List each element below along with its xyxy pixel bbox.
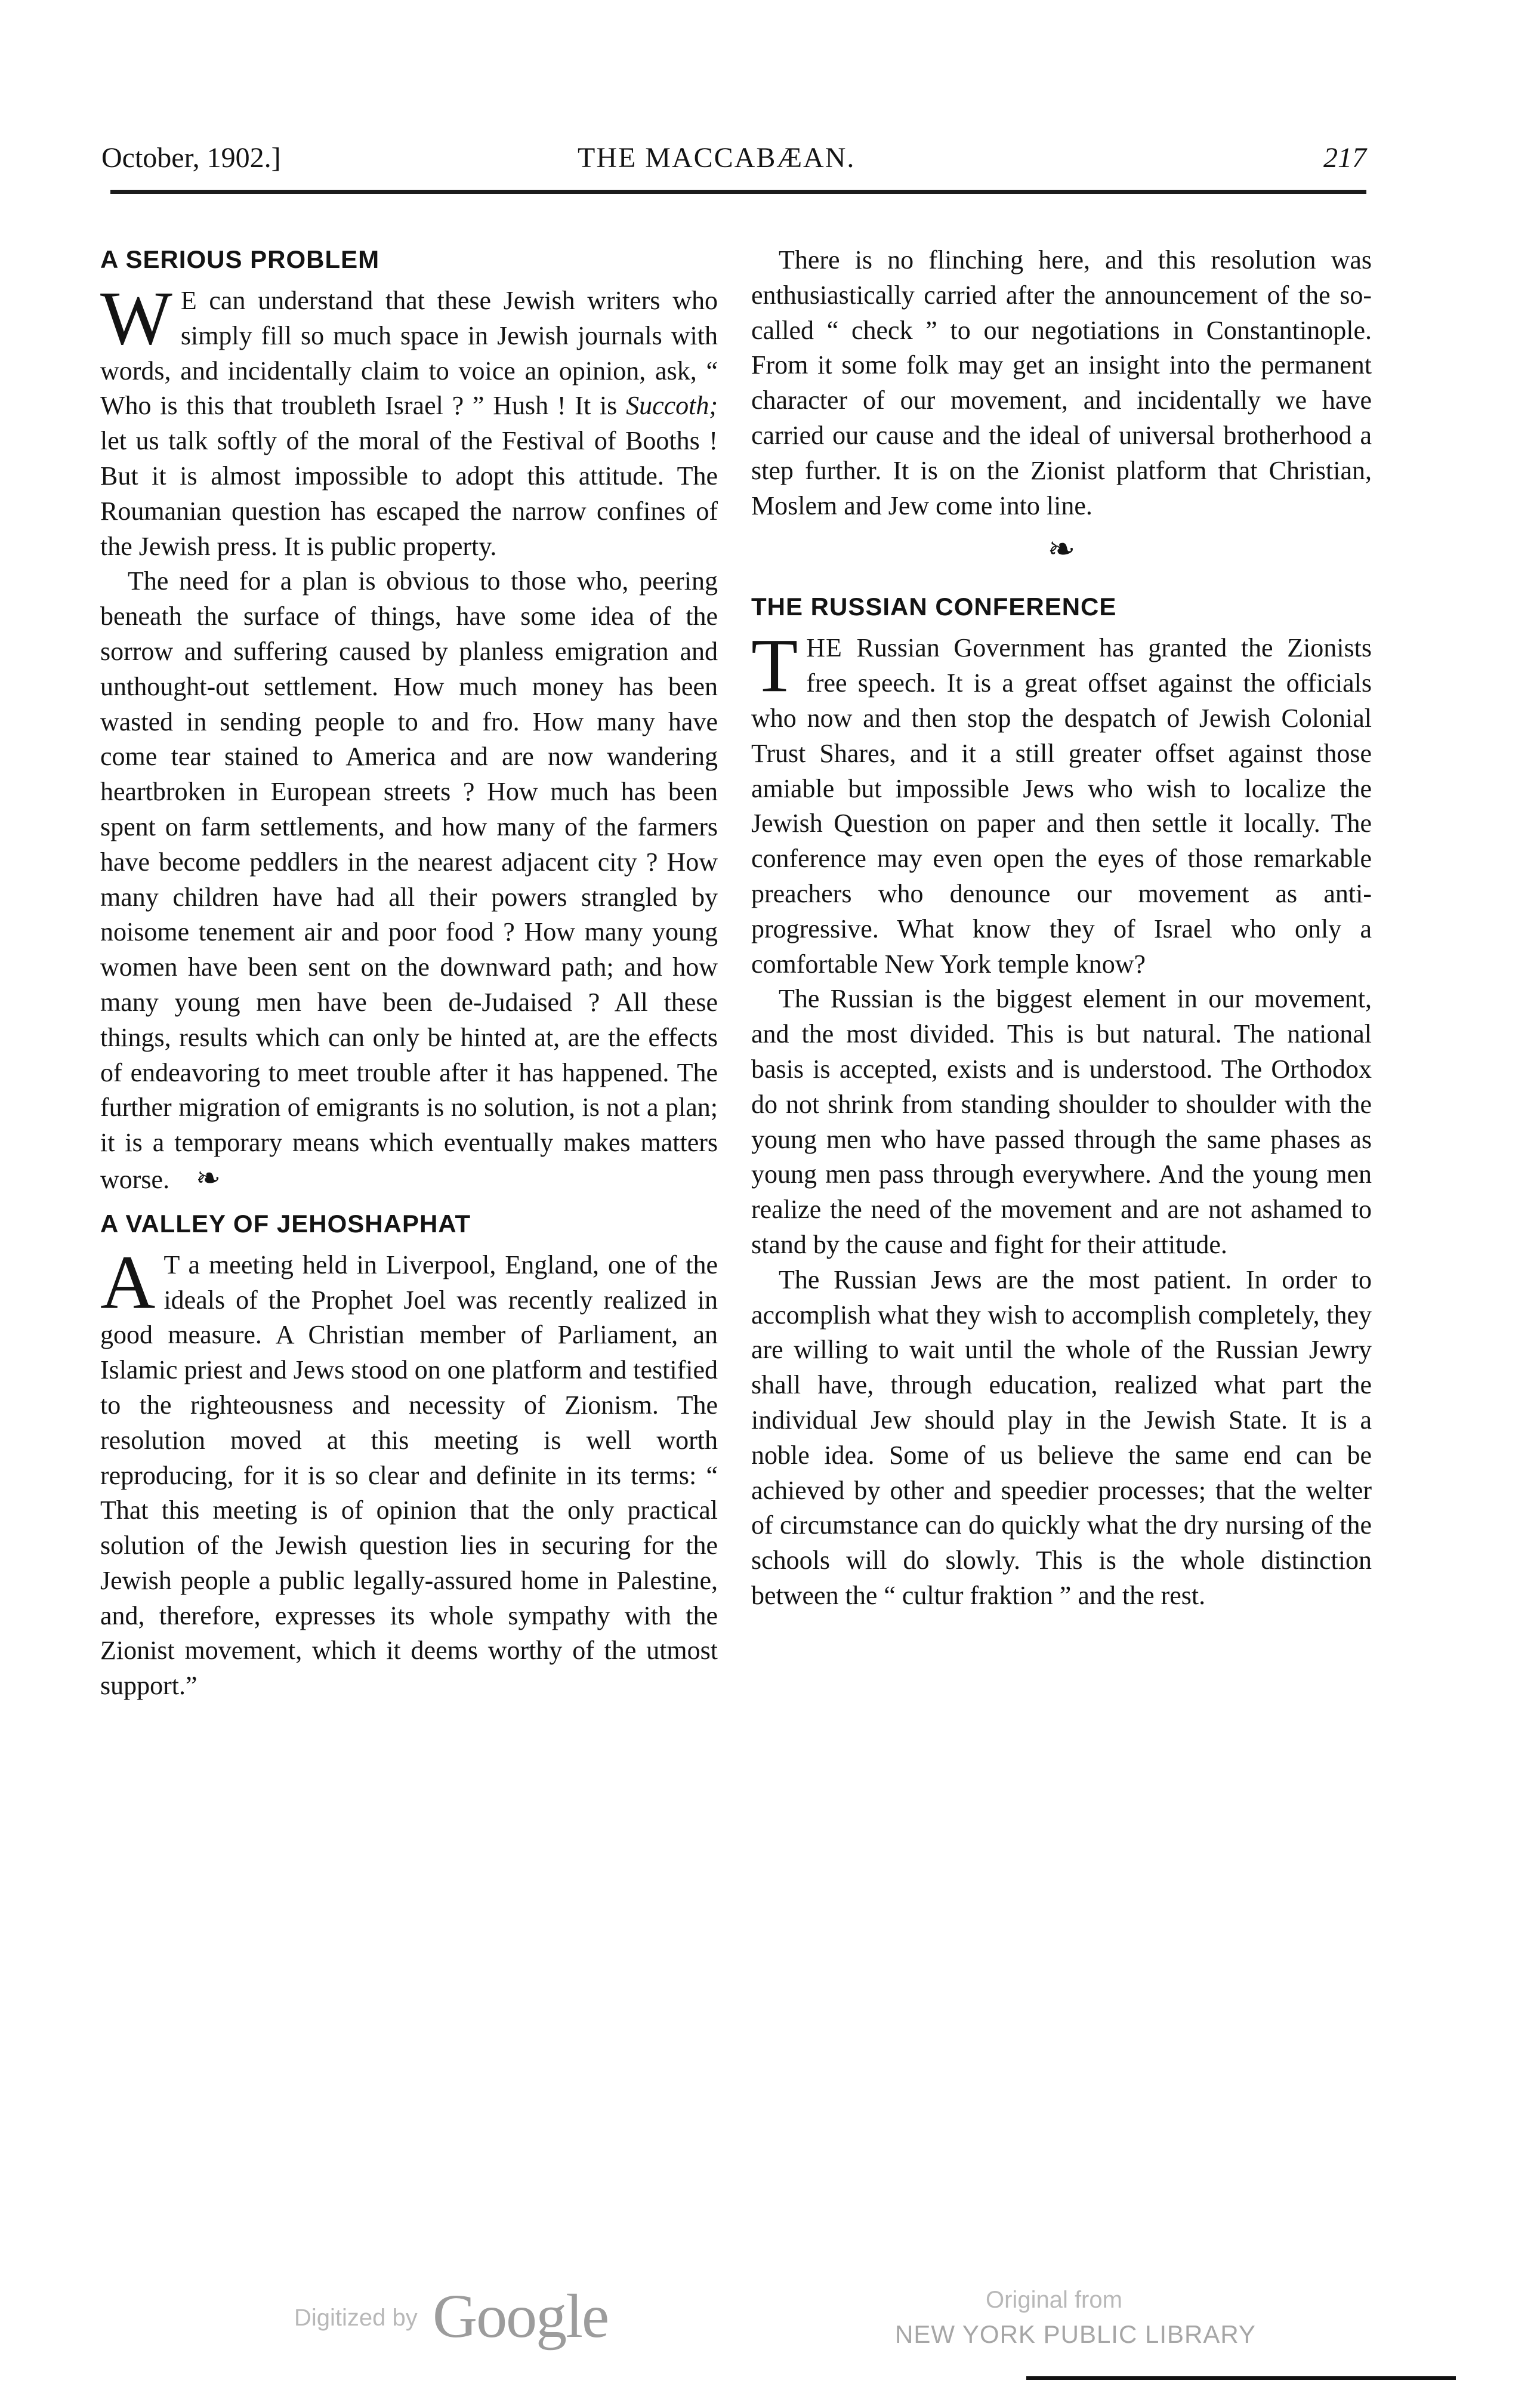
library-name: NEW YORK PUBLIC LIBRARY: [895, 2320, 1256, 2348]
digitization-footer: [0, 2268, 1540, 2387]
paragraph: The need for a plan is obvious to those who, peering beneath the surface of things, have some idea of the sorrow and suffering caused by planless emigration and unthought-out settlement. How much money has been wasted in sending people to and fro. How many have come tear stained to America and are now wandering heartbroken in European streets ? How much has been spent on farm settlements, and how many of the farmers have become peddlers in the nearest adjacent city ? How many children have had all their powers strangled by noisome tenement air and poor food ? How many young women have been sent on the downward path; and how many young men have been de-Judaised ? All these things, results which can only be hinted at, are the effects of endeavoring to meet trouble after it has happened. The further migration of emigrants is no solution, is not a plan; it is a temporary means which eventually makes matters worse. ❧: [100, 566, 718, 1195]
header-rule: [110, 190, 1366, 194]
footer-rule: [1026, 2376, 1456, 2380]
digitized-by-label: Digitized by: [294, 2305, 418, 2331]
paragraph: A T a meeting held in Liverpool, England, one of the ideals of the Prophet Joel was recently realized in good measure. A Christian member of Parliament, an Islamic priest and Jews stood on one platform and testified to the righteousness and necessity of Zionism. The resolution moved at this meeting is well worth reproducing, for it is so clear and definite in its terms: “ That this meeting is of opinion that the only practical solution of the Jewish question lies in securing for the Jewish people a public legally-assured home in Palestine, and, therefore, expresses its whole sympathy with the Zionist movement, which it deems worthy of the utmost support.”: [100, 1239, 718, 1701]
running-head: [101, 137, 1366, 179]
heading-valley-of-jehoshaphat: A VALLEY OF JEHOSHAPHAT: [100, 1209, 471, 1238]
heading-russian-conference: THE RUSSIAN CONFERENCE: [751, 593, 1117, 621]
paragraph: THE Russian Government has granted the Zionists free speech. It is a great offset against the officials who now and then stop the despatch of Jewish Colonial Trust Shares, and it a still greater offset against those amiable but impossible Jews who wish to localize the Jewish Question on paper and then settle it locally. The conference may even open the eyes of those remarkable preachers who denounce our movement as anti-progressive. What know they of Israel who only a comfortable New York temple know?: [751, 623, 1372, 979]
drop-cap: W: [100, 276, 172, 360]
paragraph: The Russian Jews are the most patient. In order to accomplish what they wish to accomplish completely, they are willing to wait until the whole of the Russian Jewry shall have, through education, realized what part the individual Jew should play in the Jewish State. It is a noble idea. Some of us believe the same end can be achieved by other and speedier processes; that the welter of circumstance can do quickly what the dry nursing of the schools will do slowly. This is the whole distinction between the “ cultur fraktion ” and the rest.: [751, 1265, 1372, 1610]
emphasis: Succoth;: [626, 391, 718, 421]
issue-date: October, 1902.]: [101, 142, 281, 174]
fleuron-ornament-icon: ❧: [196, 1161, 221, 1195]
journal-title: THE MACCABÆAN.: [578, 142, 856, 174]
left-column: [100, 236, 718, 1704]
fleuron-ornament-icon: ❧: [1047, 531, 1076, 569]
heading-serious-problem: A SERIOUS PROBLEM: [100, 245, 380, 273]
right-column: [751, 236, 1372, 1614]
drop-cap: T: [751, 623, 798, 708]
page-number: 217: [1323, 142, 1366, 174]
paragraph: The Russian is the biggest element in our movement, and the most divided. This is but natural. The national basis is accepted, exists and is understood. The Orthodox do not shrink from standing shoulder to shoulder with the young men who have passed through the same phases as young men pass through everywhere. And the young men realize the need of the movement and are not ashamed to stand by the cause and fight for their attitude.: [751, 984, 1372, 1259]
drop-cap: A: [100, 1239, 156, 1325]
small-caps: HE: [806, 633, 842, 663]
paragraph: W E can understand that these Jewish writers who simply fill so much space in Jewish journals with words, and incidentally claim to voice an opinion, ask, “ Who is this that troubleth Israel ? ” Hush ! It is Succoth; let us talk softly of the moral of the Festival of Booths ! But it is almost impossible to adopt this attitude. The Roumanian question has escaped the narrow confines of the Jewish press. It is public property.: [100, 276, 718, 561]
paragraph: There is no flinching here, and this resolution was enthusiastically carried after the announcement of the so-called “ check ” to our negotiations in Constantinople. From it some folk may get an insight into the permanent character of our movement, and incidentally we have carried our cause and the ideal of universal brotherhood a step further. It is on the Zionist platform that Christian, Moslem and Jew come into line.: [751, 245, 1372, 520]
google-logo: Google: [433, 2282, 609, 2351]
original-from-label: Original from: [986, 2287, 1122, 2313]
